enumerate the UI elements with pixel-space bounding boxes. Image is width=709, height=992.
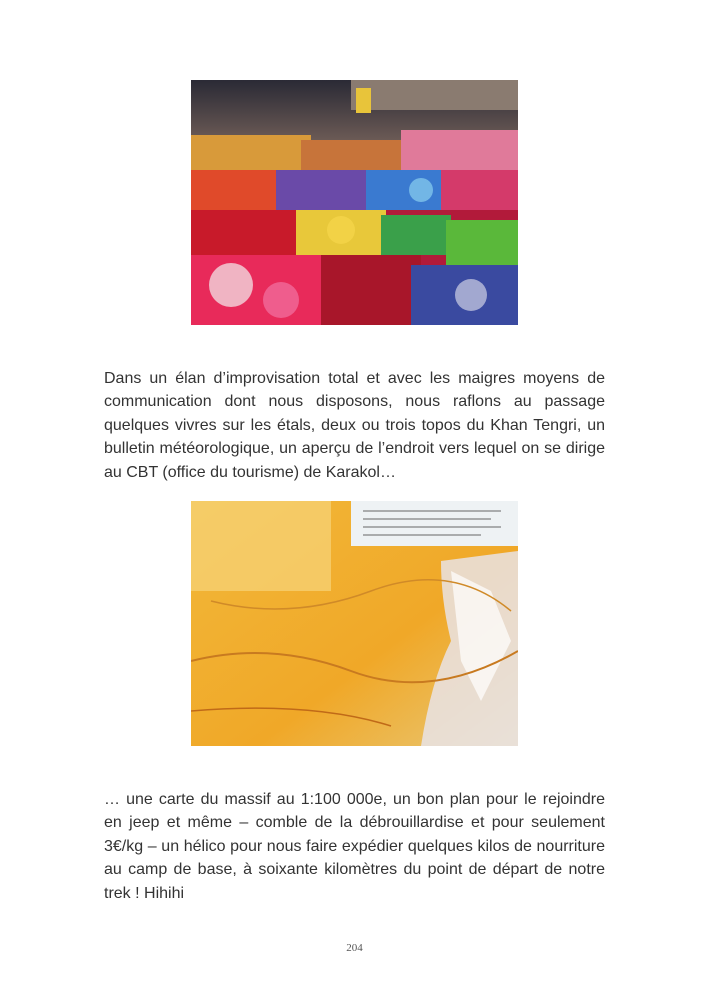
- page-number: 204: [346, 942, 363, 954]
- massif-map-photo: [191, 501, 518, 746]
- paragraph-1: Dans un élan d’improvisation total et avec les maigres moyens de communication dont nous disposons, nous raflons au passage quelques vivres sur les étals, deux ou trois topos du Khan Tengri, un bulletin météorologique, un aperçu de l’endroit vers lequel on se dirige au CBT (office du tourisme) de Karakol…: [104, 370, 605, 481]
- paragraph-2: … une carte du massif au 1:100 000e, un bon plan pour le rejoindre en jeep et même – comble de la débrouillardise et pour seulement 3€/kg – un hélico pour nous faire expédier quelques kilos de nourriture au camp de base, à soixante kilomètres du point de départ de notre trek ! Hihihi: [104, 791, 605, 902]
- candy-market-photo: [191, 80, 518, 325]
